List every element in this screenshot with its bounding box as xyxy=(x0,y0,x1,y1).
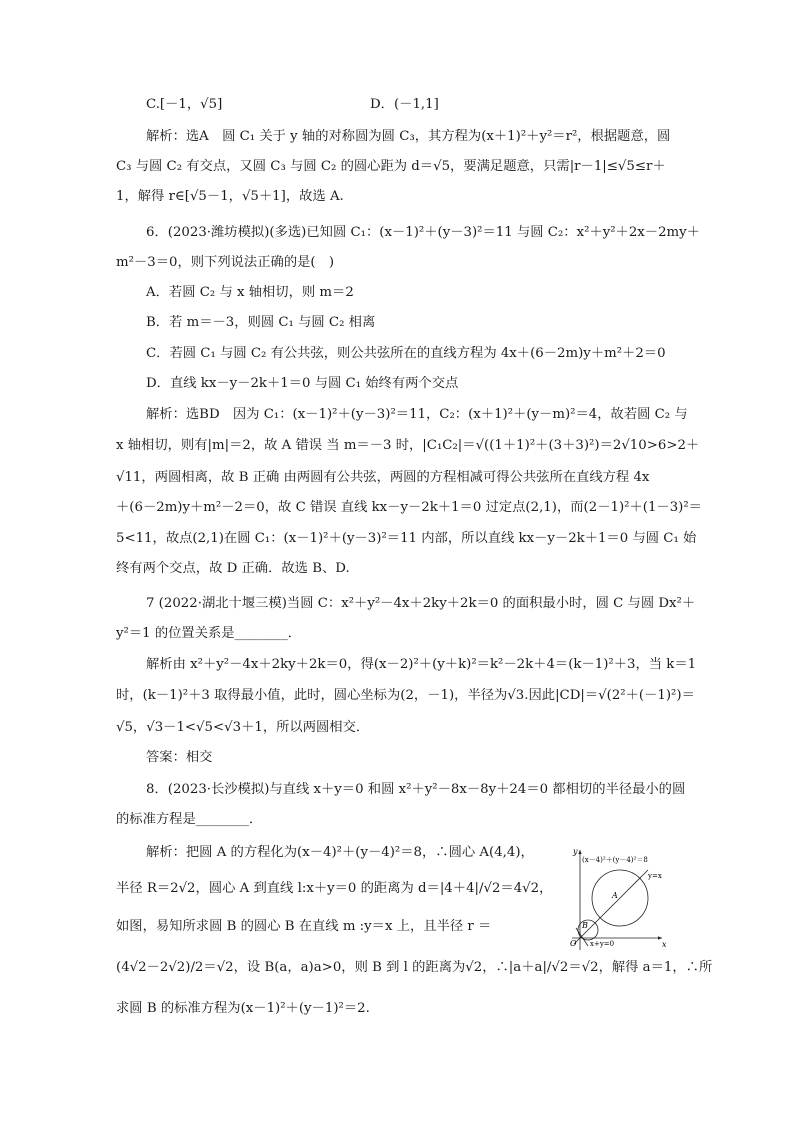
solution-5-line-1: 解析：选A 圆 C₁ 关于 y 轴的对称圆为圆 C₃，其方程为(x＋1)²＋y²＝r²，根据题意，圆 xyxy=(146,129,671,144)
y-axis-label: y xyxy=(573,847,578,856)
circle-a-equation: (x－4)²＋(y－4)²＝8 xyxy=(582,856,648,864)
question-6-option-b: B．若 m＝－3，则圆 C₁ 与圆 C₂ 相离 xyxy=(146,315,376,330)
question-6-option-d: D．直线 kx－y－2k＋1＝0 与圆 C₁ 始终有两个交点 xyxy=(146,376,459,391)
x-axis-label: x xyxy=(662,940,667,949)
solution-8-line-4: (4√2－2√2)/2＝√2，设 B(a，a)a>0，则 B 到 l 的距离为√2，∴|a＋a|/√2＝√2，解得 a＝1，∴所 xyxy=(116,960,713,975)
solution-6-line-6: 终有两个交点，故 D 正确．故选 B、D. xyxy=(116,561,350,576)
line-y-eq-x-label: y=x xyxy=(648,872,662,880)
center-b-label: B xyxy=(582,921,588,930)
solution-6-line-3: √11，两圆相离，故 B 正确 由两圆有公共弦，两圆的方程相减可得公共弦所在直线方程 4x xyxy=(116,470,650,485)
solution-6-line-4: ＋(6－2m)y＋m²－2＝0，故 C 错误 直线 kx－y－2k＋1＝0 过定点(2,1)，而(2－1)²＋(1－3)²＝ xyxy=(116,500,702,515)
solution-6-line-2: x 轴相切，则有|m|＝2，故 A 错误 当 m＝－3 时，|C₁C₂|＝√((1＋1)²＋(3＋3)²)＝2√10>6>2＋ xyxy=(116,438,700,453)
option-d-prev: D．(－1,1] xyxy=(370,97,439,112)
question-7-line-2: y²＝1 的位置关系是________． xyxy=(116,626,302,641)
answer-7: 答案：相交 xyxy=(146,750,213,765)
question-6-line-1: 6．(2023·潍坊模拟)(多选)已知圆 C₁：(x－1)²＋(y－3)²＝11 与圆 C₂：x²＋y²＋2x－2my＋ xyxy=(146,225,700,240)
solution-8-line-2: 半径 R＝2√2，圆心 A 到直线 l:x＋y＝0 的距离为 d＝|4＋4|/√2＝4√2， xyxy=(116,881,553,896)
line-x-plus-y-label: x+y=0 xyxy=(590,940,615,948)
option-c-prev: C.[－1，√5] xyxy=(146,97,223,112)
question-8-line-1: 8．(2023·长沙模拟)与直线 x＋y＝0 和圆 x²＋y²－8x－8y＋24＝0 都相切的半径最小的圆 xyxy=(146,782,686,797)
question-6-option-c: C．若圆 C₁ 与圆 C₂ 有公共弦，则公共弦所在的直线方程为 4x＋(6－2m)y＋m²＋2＝0 xyxy=(146,346,666,361)
solution-8-line-5: 求圆 B 的标准方程为(x－1)²＋(y－1)²＝2. xyxy=(116,1001,370,1016)
solution-6-line-1: 解析：选BD 因为 C₁：(x－1)²＋(y－3)²＝11，C₂：(x＋1)²＋(y－m)²＝4，故若圆 C₂ 与 xyxy=(146,407,688,422)
solution-8-line-1: 解析：把圆 A 的方程化为(x－4)²＋(y－4)²＝8，∴圆心 A(4,4)， xyxy=(146,845,534,860)
solution-8-line-3: 如图，易知所求圆 B 的圆心 B 在直线 m :y＝x 上，且半径 r ＝ xyxy=(116,919,492,934)
circle-diagram xyxy=(562,840,670,952)
solution-7-line-3: √5，√3－1<√5<√3＋1，所以两圆相交． xyxy=(116,720,370,735)
solution-6-line-5: 5<11，故点(2,1)在圆 C₁：(x－1)²＋(y－3)²＝11 内部，所以直线 kx－y－2k＋1＝0 与圆 C₁ 始 xyxy=(116,531,697,546)
question-8-line-2: 的标准方程是________． xyxy=(116,812,263,827)
center-a-label: A xyxy=(612,891,618,900)
origin-label: O xyxy=(570,939,577,948)
line-y-eq-x xyxy=(574,870,648,944)
question-7-line-1: 7 (2022·湖北十堰三模)当圆 C：x²＋y²－4x＋2ky＋2k＝0 的面积最小时，圆 C 与圆 Dx²＋ xyxy=(146,596,696,611)
y-axis-arrow xyxy=(578,850,581,854)
solution-5-line-2: C₃ 与圆 C₂ 有交点，又圆 C₃ 与圆 C₂ 的圆心距为 d＝√5，要满足题意，只需|r－1|≤√5≤r＋ xyxy=(116,159,666,174)
solution-7-line-2: 时，(k－1)²＋3 取得最小值，此时，圆心坐标为(2，－1)，半径为√3.因此|CD|＝√(2²＋(－1)²)＝ xyxy=(116,688,695,703)
solution-7-line-1: 解析由 x²＋y²－4x＋2ky＋2k＝0，得(x－2)²＋(y＋k)²＝k²－2k＋4＝(k－1)²＋3，当 k＝1 xyxy=(146,657,697,672)
question-6-option-a: A．若圆 C₂ 与 x 轴相切，则 m＝2 xyxy=(146,285,354,300)
question-6-line-2: m²－3＝0，则下列说法正确的是( ) xyxy=(116,255,335,270)
solution-5-line-3: 1，解得 r∈[√5－1，√5＋1]，故选 A. xyxy=(116,189,344,204)
